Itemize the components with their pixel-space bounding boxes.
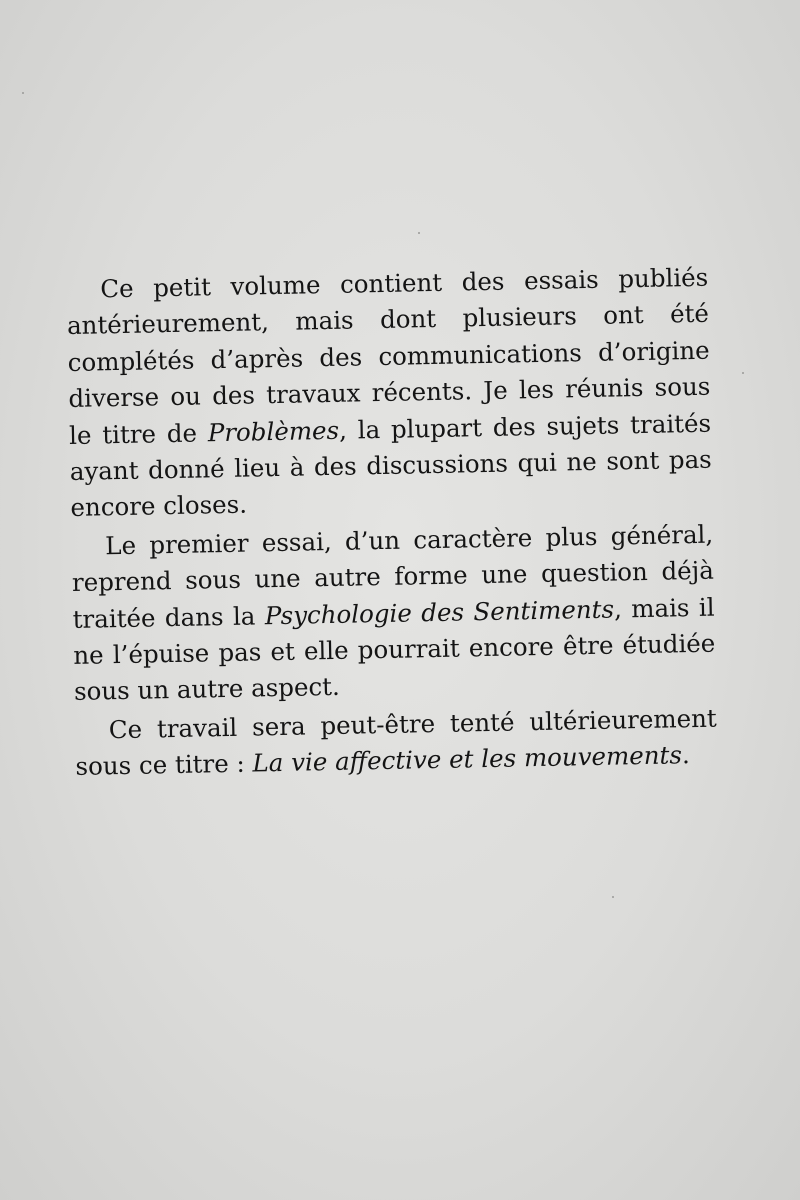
text-run: , mais il bbox=[613, 592, 715, 624]
italic-title: Psychologie des Sentiments bbox=[264, 594, 615, 630]
preface-text bbox=[66, 260, 718, 786]
text-run: ayant donné lieu à des discussions qui ne sont pas bbox=[69, 444, 712, 486]
paper-speck bbox=[418, 232, 420, 234]
paper-speck bbox=[742, 372, 744, 374]
text-run: encore closes. bbox=[70, 489, 248, 523]
italic-title: Problèmes bbox=[207, 415, 340, 447]
text-run: reprend sous une autre forme une question déjà bbox=[71, 555, 715, 598]
paper-speck bbox=[22, 92, 24, 94]
text-run: Ce petit volume contient des essais publiés bbox=[100, 262, 709, 304]
italic-title: La vie affective et les mouvements bbox=[252, 740, 683, 778]
paragraph bbox=[74, 700, 717, 785]
text-run: le titre de bbox=[68, 417, 209, 450]
text-run: sous ce titre : bbox=[75, 748, 253, 781]
paper-speck bbox=[612, 896, 614, 898]
text-run: complétés d’après des communications d’origine bbox=[67, 335, 710, 377]
text-run: Ce travail sera peut-être tenté ultérieurement bbox=[108, 703, 717, 744]
paragraph bbox=[71, 516, 716, 710]
text-run: sous un autre aspect. bbox=[73, 672, 341, 707]
text-run: traitée dans la bbox=[72, 600, 266, 634]
text-run: diverse ou des travaux récents. Je les réunis sous bbox=[68, 371, 711, 414]
text-run: . bbox=[681, 740, 690, 770]
text-run: ne l’épuise pas et elle pourrait encore être étudiée bbox=[73, 628, 716, 670]
text-run: , la plupart des sujets traités bbox=[338, 408, 712, 445]
paragraph bbox=[66, 260, 713, 527]
text-run: Le premier essai, d’un caractère plus général, bbox=[104, 519, 714, 561]
text-run: antérieurement, mais dont plusieurs ont été bbox=[66, 299, 710, 341]
